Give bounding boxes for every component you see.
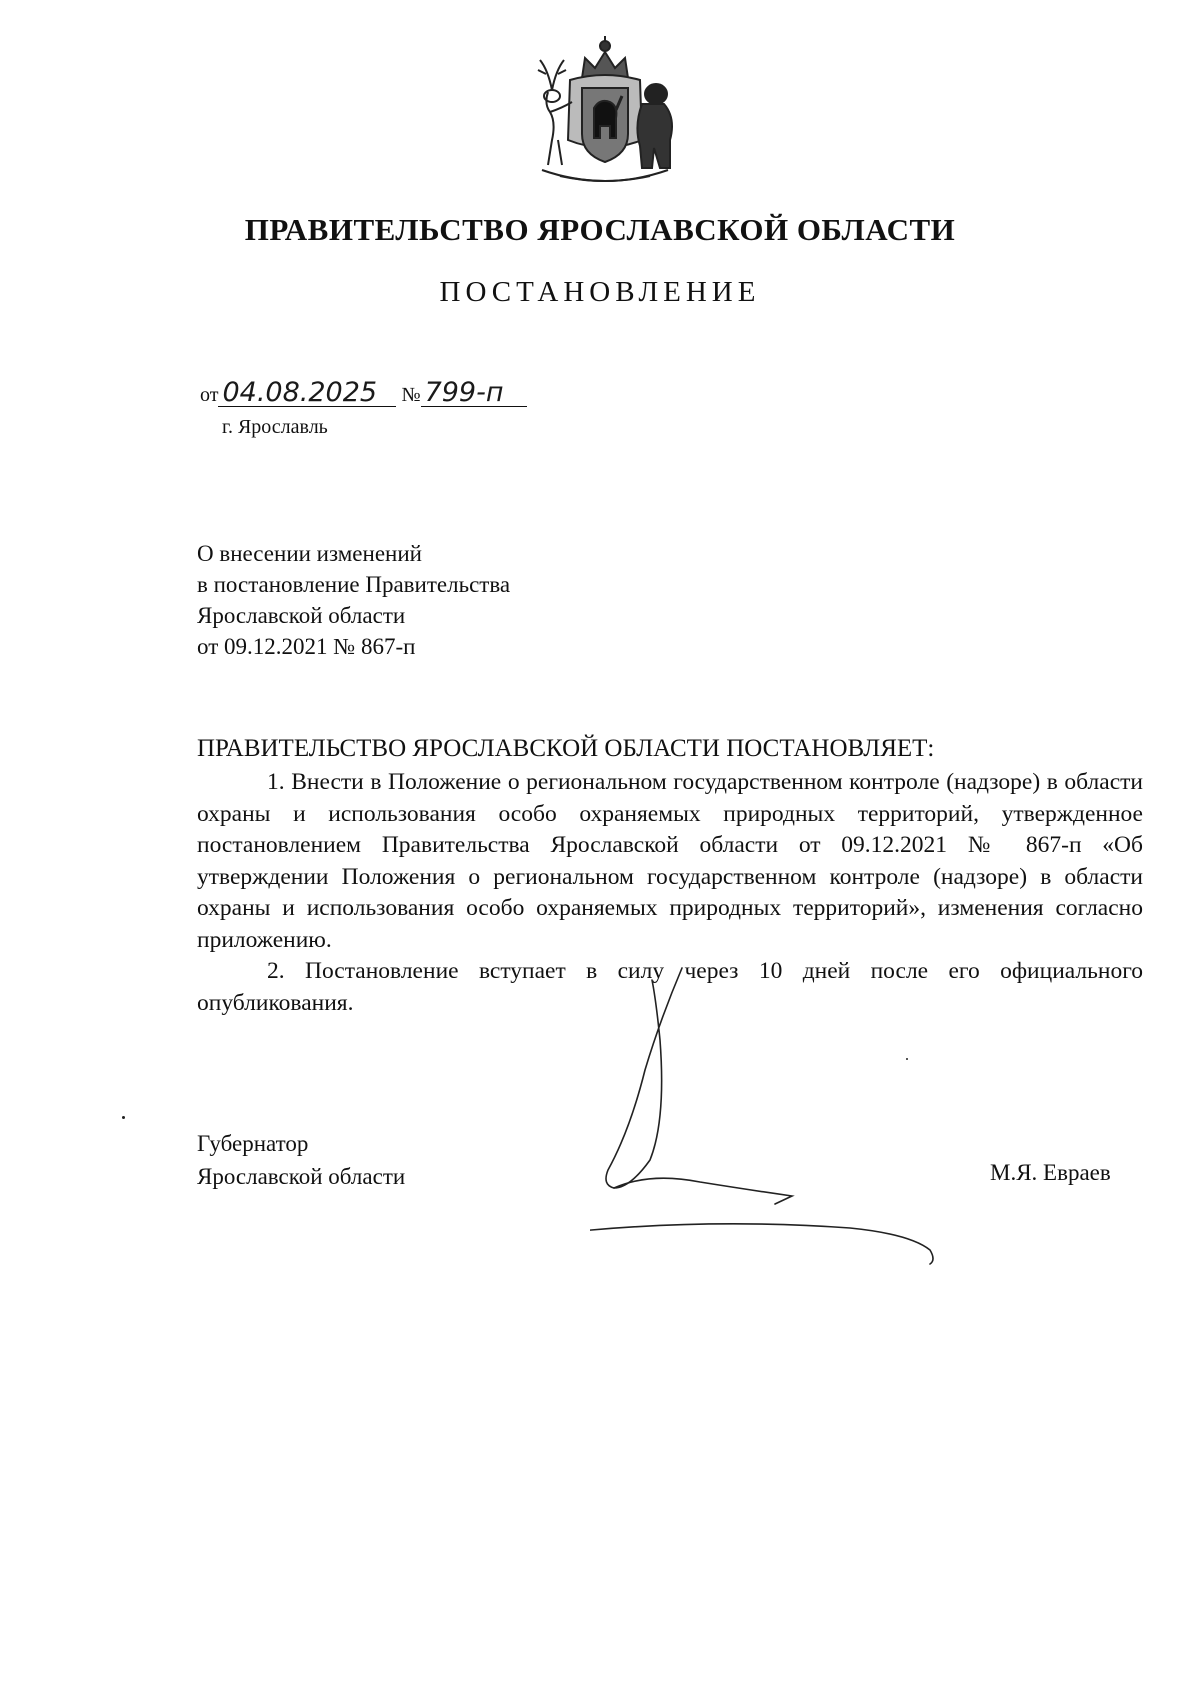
position-line: Ярославской области xyxy=(197,1164,406,1189)
subject-line: Ярославской области xyxy=(197,603,406,628)
resolves-heading: ПРАВИТЕЛЬСТВО ЯРОСЛАВСКОЙ ОБЛАСТИ ПОСТАНОВЛЯЕТ: xyxy=(197,735,935,762)
subject-line: в постановление Правительства xyxy=(197,572,511,597)
document-type: ПОСТАНОВЛЕНИЕ xyxy=(439,276,761,308)
organization-title: ПРАВИТЕЛЬСТВО ЯРОСЛАВСКОЙ ОБЛАСТИ xyxy=(244,212,956,247)
document-subject xyxy=(197,538,510,662)
signatory-position xyxy=(197,1127,405,1193)
body-paragraph: 2. Постановление вступает в силу через 10 дней после его официального опубликования. xyxy=(197,958,1143,1016)
city: г. Ярославль xyxy=(222,416,328,438)
position-line: Губернатор xyxy=(197,1131,309,1156)
handwritten-signature-icon xyxy=(590,960,1010,1270)
handwritten-number: 799-п xyxy=(421,380,527,407)
body-paragraph: 1. Внести в Положение о региональном государственном контроле (надзоре) в области охраны и использования особо охраняемых природных территорий, утвержденное постановлением Правительства Ярославской области от 09.12.2021 № 867-п «Об утверждении Положения о региональном государственном контроле (надзоре) в области охраны и использования особо охраняемых природных территорий», изменения согласно приложению. xyxy=(197,769,1143,953)
signatory-name: М.Я. Евраев xyxy=(990,1160,1111,1185)
scan-speck xyxy=(122,1116,125,1119)
subject-line: от 09.12.2021 № 867-п xyxy=(197,634,416,659)
scan-speck xyxy=(906,1058,908,1060)
registration-line xyxy=(200,377,527,408)
number-label: № xyxy=(401,384,421,406)
coat-of-arms-icon xyxy=(530,30,680,190)
subject-line: О внесении изменений xyxy=(197,541,422,566)
date-label: от xyxy=(200,384,219,406)
handwritten-date: 04.08.2025 xyxy=(218,380,396,407)
